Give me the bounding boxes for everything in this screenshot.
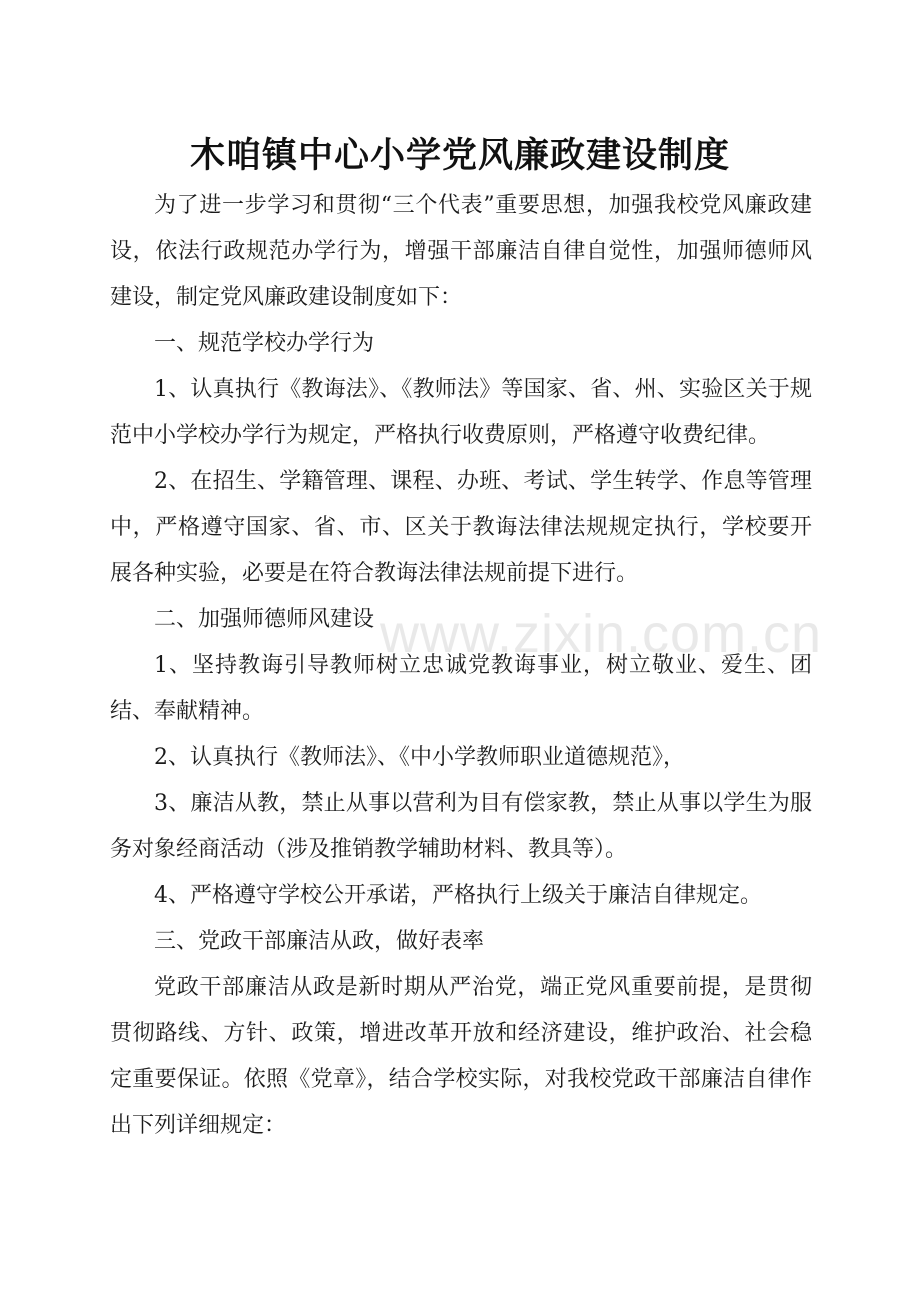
watermark-text: www.zixin.com.cn bbox=[380, 604, 823, 664]
document-body bbox=[110, 183, 812, 1149]
section-heading-3: 三、党政干部廉洁从政，做好表率 bbox=[154, 929, 485, 954]
section-3-paragraph: 党政干部廉洁从政是新时期从严治党，端正党风重要前提，是贯彻贯彻路线、方针、政策，增进改革开放和经济建设，维护政治、社会稳定重要保证。依照《党章》，结合学校实际，对我校党政干部廉洁自律作出下列详细规定： bbox=[110, 975, 812, 1138]
section-2-item-3: 3、廉洁从教，禁止从事以营利为目有偿家教，禁止从事以学生为服务对象经商活动（涉及推销教学辅助材料、教具等）。 bbox=[110, 791, 812, 862]
section-2-item-1: 1、坚持教诲引导教师树立忠诚党教诲事业，树立敬业、爱生、团结、奉献精神。 bbox=[110, 653, 812, 724]
section-2-item-4: 4、严格遵守学校公开承诺，严格执行上级关于廉洁自律规定。 bbox=[154, 883, 762, 908]
intro-paragraph: 为了进一步学习和贯彻“三个代表”重要思想，加强我校党风廉政建设，依法行政规范办学行为，增强干部廉洁自律自觉性，加强师德师风建设，制定党风廉政建设制度如下： bbox=[110, 193, 812, 310]
section-heading-2: 二、加强师德师风建设 bbox=[154, 607, 375, 632]
document-title: 木咱镇中心小学党风廉政建设制度 bbox=[189, 136, 730, 176]
section-2-item-2: 2、认真执行《教师法》、《中小学教师职业道德规范》， bbox=[154, 745, 685, 770]
section-1-item-2: 2、在招生、学籍管理、课程、办班、考试、学生转学、作息等管理中，严格遵守国家、省、市、区关于教诲法律法规规定执行，学校要开展各种实验，必要是在符合教诲法律法规前提下进行。 bbox=[110, 469, 812, 586]
section-heading-1: 一、规范学校办学行为 bbox=[154, 331, 375, 356]
section-1-item-1: 1、认真执行《教诲法》、《教师法》等国家、省、州、实验区关于规范中小学校办学行为规定，严格执行收费原则，严格遵守收费纪律。 bbox=[110, 377, 812, 448]
